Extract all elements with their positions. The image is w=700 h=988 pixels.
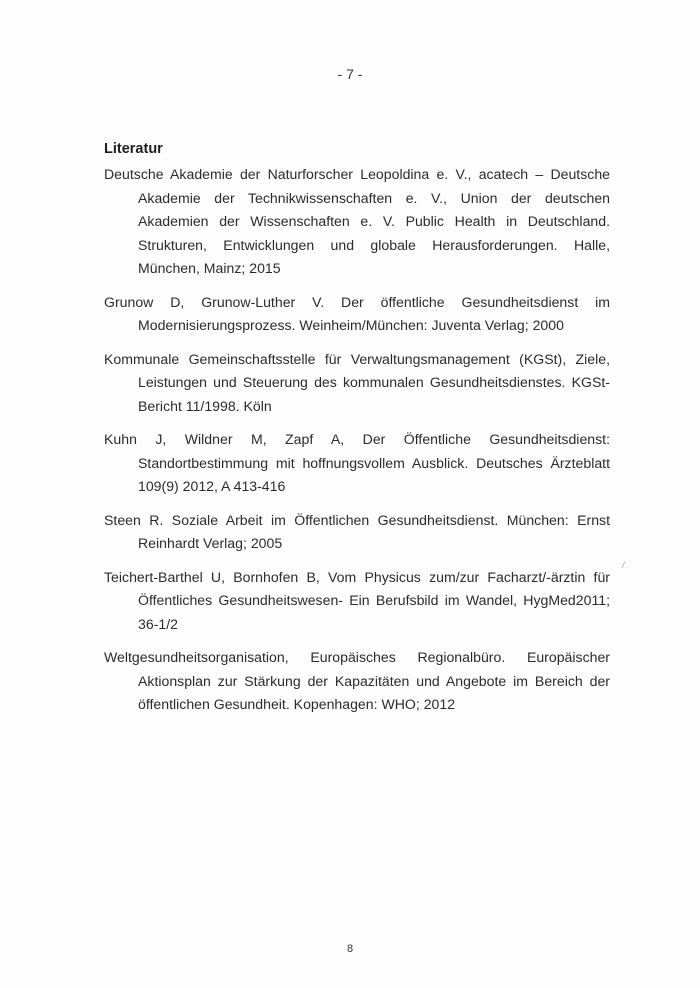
- reference-item: Teichert-Barthel U, Bornhofen B, Vom Physicus zum/zur Facharzt/-ärztin für Öffentliches Gesundheitswesen- Ein Berufsbild im Wandel, HygMed2011; 36-1/2: [104, 568, 610, 632]
- reference-item: Kommunale Gemeinschaftsstelle für Verwaltungsmanagement (KGSt), Ziele, Leistungen und Steuerung des kommunalen Gesundheitsdienstes. KGSt-Bericht 11/1998. Köln: [104, 350, 610, 414]
- reference-item: Kuhn J, Wildner M, Zapf A, Der Öffentliche Gesundheitsdienst: Standortbestimmung mit hoffnungsvollem Ausblick. Deutsches Ärzteblatt 109(9) 2012, A 413-416: [104, 431, 610, 494]
- reference-item: Steen R. Soziale Arbeit im Öffentlichen Gesundheitsdienst. München: Ernst Reinhardt Verlag; 2005: [104, 511, 610, 551]
- reference-item: Deutsche Akademie der Naturforscher Leopoldina e. V., acatech – Deutsche Akademie der Technikwissenschaften e. V., Union der deutschen Akademien der Wissenschaften e. V. Public Health in Deutschland. Strukturen, Entwicklungen und globale Herausforderungen. Halle, München, Mainz; 2015: [104, 166, 610, 276]
- page-number-top: - 7 -: [337, 66, 363, 82]
- reference-item: Weltgesundheitsorganisation, Europäisches Regionalbüro. Europäischer Aktionsplan zur Stärkung der Kapazitäten und Angebote im Bereich der öffentlichen Gesundheit. Kopenhagen: WHO; 2012: [104, 649, 610, 712]
- section-heading: Literatur: [104, 141, 163, 157]
- page-number-bottom: 8: [346, 943, 354, 955]
- reference-list: [104, 163, 610, 727]
- margin-mark: /: [622, 560, 625, 570]
- reference-item: Grunow D, Grunow-Luther V. Der öffentliche Gesundheitsdienst im Modernisierungsprozess. Weinheim/München: Juventa Verlag; 2000: [104, 293, 610, 333]
